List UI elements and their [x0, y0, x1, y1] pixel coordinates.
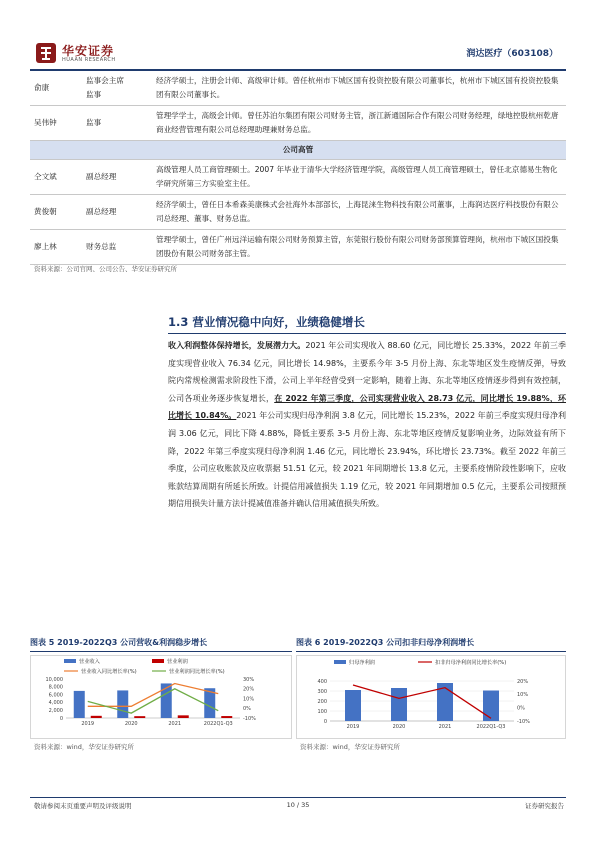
table-source: 资料来源：公司官网、公司公告、华安证券研究所: [34, 265, 177, 273]
table-section-label: 公司高管: [30, 141, 566, 160]
x-tick-label: 2022Q1-Q3: [476, 724, 506, 730]
footer-divider: [30, 797, 566, 798]
table-row: [30, 230, 566, 265]
person-name: 黄俊朝: [30, 195, 82, 230]
person-role: 监事: [82, 106, 152, 141]
person-name: 廖上林: [30, 230, 82, 265]
table-row: [30, 195, 566, 230]
x-tick-label: 2019: [346, 724, 360, 730]
x-tick-label: 2020: [392, 724, 406, 730]
section-title: 1.3 营业情况稳中向好，业绩稳健增长: [168, 315, 365, 329]
x-tick-label: 2021: [438, 724, 452, 730]
x-tick-label: 2022Q1-Q3: [203, 721, 233, 727]
y-tick-label: 8,000: [48, 684, 63, 691]
x-tick-label: 2019: [81, 721, 95, 727]
person-role-line: 监事: [86, 90, 102, 99]
y-tick-label: 0: [59, 715, 63, 722]
person-description: 管理学硕士，曾任广州远洋运输有限公司财务预算主管，东莞银行股份有限公司财务部预算管理岗，杭州市下城区国投集团股份有限公司财务部主管。: [152, 230, 566, 265]
series-line-0: [353, 685, 491, 718]
paragraph-text-a: 2021 年公司实现收入 88.60 亿元，同比增长 25.33%，2022 年前三季度实现营业收入 76.34 亿元，同比增长 14.98%，主要系今年 3-5 月份上海、东北等地区发生疫情反弹，导致院内常规检测需求阶段性下滑，公司上半年经营受到一定影响，随着上海、东北等地区疫情逐步得到有效控制，公司各项业务逐步恢复增长，: [168, 341, 566, 403]
huaan-logo-icon: [35, 42, 57, 64]
paragraph-highlight: 在 2022 年第三季度，公司实现营业收入 28.73 亿元，同比增长 19.88%，环比增长 10.84%。: [168, 393, 566, 421]
footer-disclaimer: 敬请参阅末页重要声明及评级说明: [34, 802, 132, 810]
person-description: 经济学硕士，曾任日本希森美康株式会社海外本部部长，上海昆涞生物科技有限公司董事，上海润达医疗科技股份有限公司总经理、董事、财务总监。: [152, 195, 566, 230]
y2-tick-label: 20%: [243, 686, 255, 693]
bar-1: [134, 716, 145, 718]
section-paragraph: [168, 337, 566, 513]
legend-swatch: [334, 660, 346, 664]
person-description: 经济学硕士，注册会计师、高级审计师。曾任杭州市下城区国有投资控股有限公司董事长，杭州市下城区国有投资控股集团有限公司董事长。: [152, 71, 566, 106]
bar-1: [91, 716, 102, 718]
bar-0: [117, 690, 128, 718]
bar-0: [345, 690, 361, 721]
legend-swatch: [64, 659, 76, 663]
person-role: 财务总监: [82, 230, 152, 265]
y-tick-label: 400: [317, 678, 327, 685]
person-name: 俞康: [30, 71, 82, 106]
x-tick-label: 2021: [168, 721, 182, 727]
table-row: [30, 160, 566, 195]
x-tick-label: 2020: [124, 721, 138, 727]
legend-label: 扣非归母净利润同比增长率(%): [435, 660, 507, 666]
legend-label: 归母净利润: [349, 660, 375, 666]
figure-6-title: 图表 6 2019-2022Q3 公司扣非归母净利润增长: [296, 638, 475, 647]
revenue-profit-chart: [30, 655, 292, 739]
table-row: [30, 106, 566, 141]
y-tick-label: 300: [317, 688, 327, 695]
person-role: [82, 71, 152, 106]
page-header: [30, 36, 566, 70]
management-table: [30, 71, 566, 265]
person-role: 副总经理: [82, 195, 152, 230]
figure-5-divider: [30, 651, 292, 652]
y-tick-label: 200: [317, 698, 327, 705]
y2-tick-label: 20%: [517, 678, 529, 685]
paragraph-lead: 收入利润整体保持增长，发展潜力大。: [168, 341, 306, 350]
y-tick-label: 4,000: [48, 700, 63, 707]
person-description: 高级管理人员工商管理硕士。2007 年毕业于清华大学经济管理学院，高级管理人员工商管理硕士，曾任北京德易生物化学研究所第三方实验室主任。: [152, 160, 566, 195]
bar-0: [391, 688, 407, 721]
person-name: 仝文斌: [30, 160, 82, 195]
figure-5-title: 图表 5 2019-2022Q3 公司营收&利润稳步增长: [30, 638, 208, 647]
person-name: 吴伟钟: [30, 106, 82, 141]
legend-label: 营业利润: [167, 659, 188, 665]
footer-label: 证券研究报告: [525, 802, 564, 810]
table-row: [30, 71, 566, 106]
y-tick-label: 6,000: [48, 692, 63, 699]
y2-tick-label: 10%: [517, 692, 529, 699]
series-line-0: [88, 684, 219, 707]
table-section-row: [30, 141, 566, 160]
legend-label: 营业利润同比增长率(%): [169, 669, 225, 675]
legend-label: 营业收入: [79, 659, 100, 665]
series-line-1: [88, 689, 219, 713]
net-profit-chart: [296, 655, 566, 739]
logo-text: 华安证券: [62, 44, 115, 58]
y2-tick-label: 0%: [517, 705, 525, 712]
y2-tick-label: 0%: [243, 706, 251, 713]
y2-tick-label: -10%: [517, 718, 530, 725]
logo-subtitle: HUAAN RESEARCH: [62, 57, 116, 63]
figure-6-source: 资料来源：wind，华安证券研究所: [300, 743, 400, 751]
figure-6-divider: [296, 651, 566, 652]
y2-tick-label: 30%: [243, 676, 255, 683]
y-tick-label: 100: [317, 708, 327, 715]
y-tick-label: 2,000: [48, 708, 63, 714]
bar-0: [483, 691, 499, 722]
person-role-line: 监事会主席: [86, 76, 124, 85]
y2-tick-label: 10%: [243, 696, 255, 703]
section-divider: [168, 333, 566, 334]
report-title: 润达医疗（603108）: [466, 49, 558, 59]
figure-5-source: 资料来源：wind，华安证券研究所: [34, 743, 134, 751]
person-description: 管理学学士，高级会计师。曾任苏泊尔集团有限公司财务主管，浙江新通国际合作有限公司财务经理，绿地控股杭州乾唐商业经营管理有限公司总经理助理兼财务总监。: [152, 106, 566, 141]
y2-tick-label: -10%: [243, 715, 256, 722]
legend-label: 营业收入同比增长率(%): [81, 669, 137, 675]
bar-1: [221, 716, 232, 718]
paragraph-text-b: 2021 年公司实现归母净利润 3.8 亿元，同比增长 15.23%，2022 年前三季度实现归母净利润 3.06 亿元，同比下降 4.88%，降低主要系 3-5 月份上海、东北等地区疫情反复影响业务，边际效益有所下降，2022 年第三季度实现归母净利润 1.46 亿元，同比增长 23.94%，环比增长 23.73%。截至 2022 年前三季度，公司应收账款及应收票据 51.51 亿元，较 2021 年同期增长 13.8 亿元，主要系疫情阶段性影响下，应收账款结算周期有所延长所致。计提信用减值损失 1.19 亿元，较 2021 年同期增加 0.5 亿元，主要系公司按照预期信用损失计量方法计提减值准备并确认信用减值损失所致。: [168, 411, 566, 509]
person-role: 副总经理: [82, 160, 152, 195]
legend-swatch: [152, 659, 164, 663]
bar-0: [74, 691, 85, 718]
y-tick-label: 0: [323, 718, 327, 725]
page-number: 10 / 35: [286, 801, 310, 809]
bar-1: [178, 715, 189, 718]
y-tick-label: 10,000: [45, 676, 63, 683]
